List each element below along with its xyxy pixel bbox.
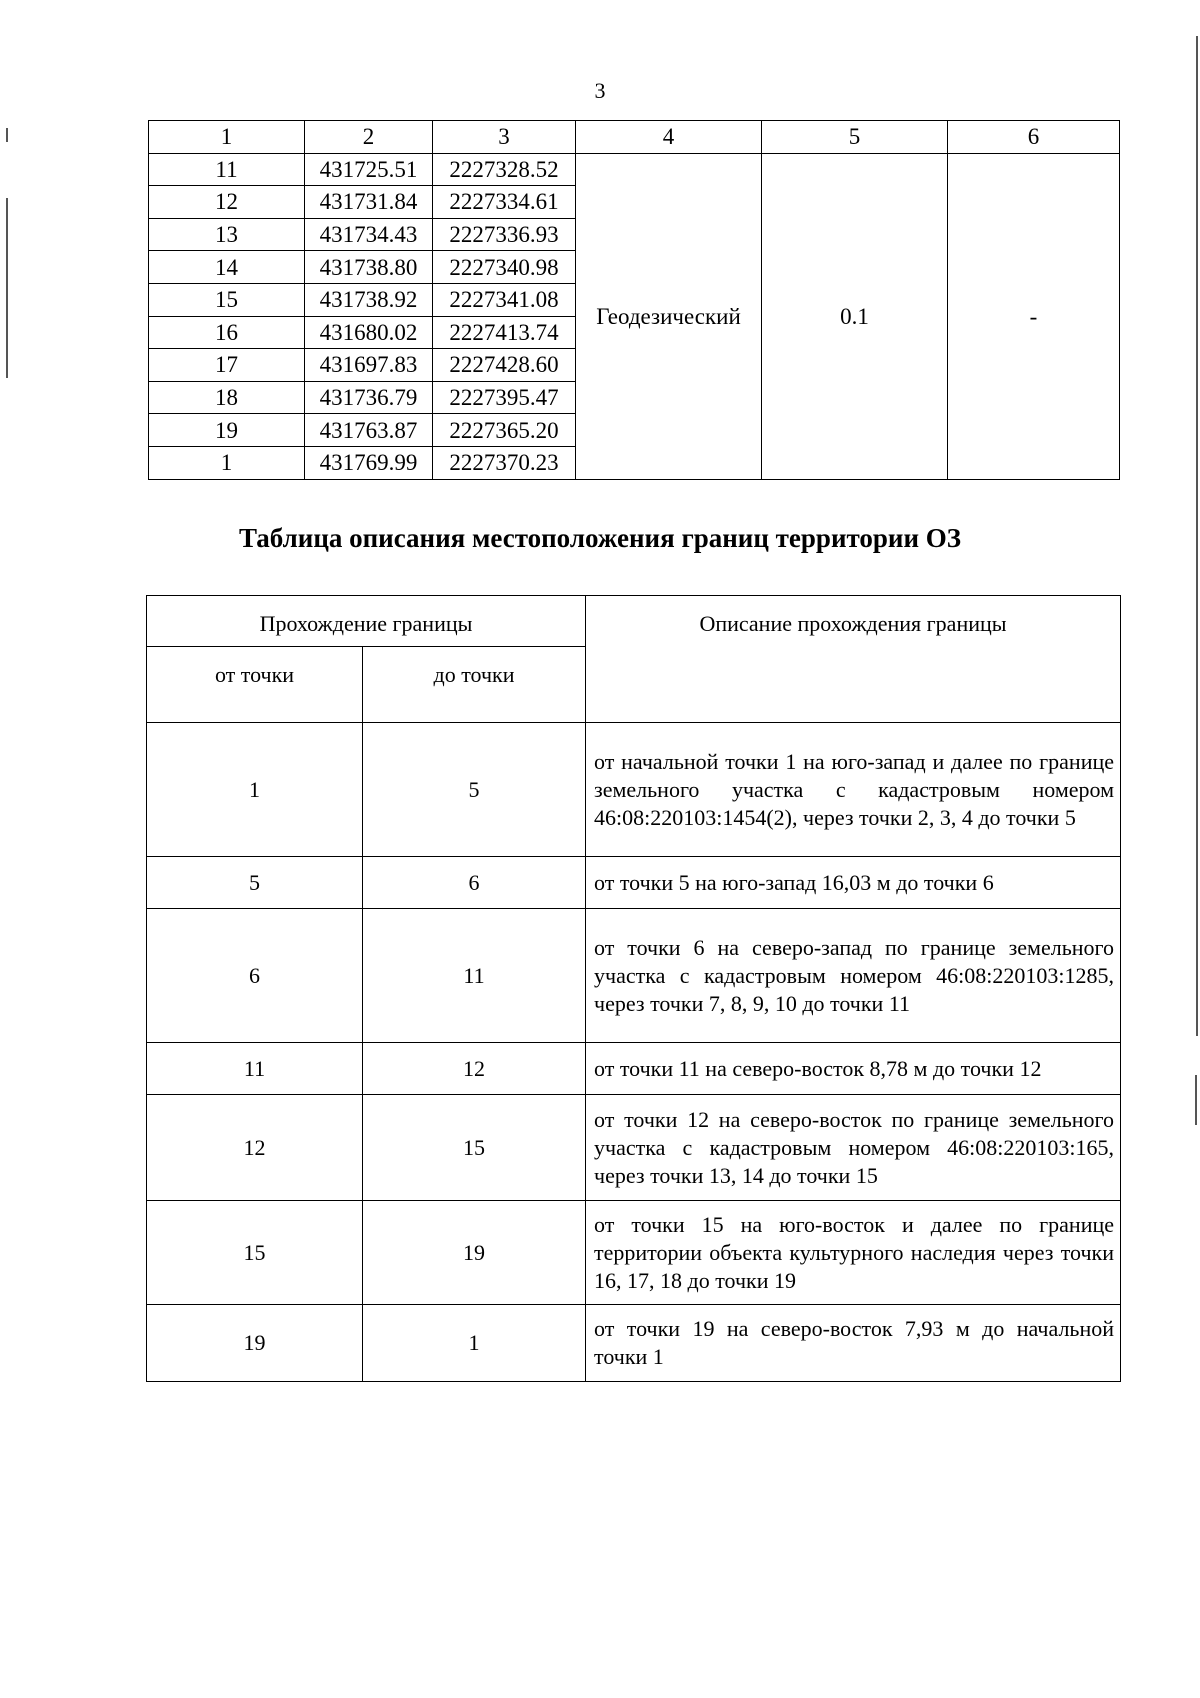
to-point: 12 [363, 1043, 586, 1095]
coordinate-y: 2227341.08 [433, 283, 576, 316]
point-number: 14 [149, 251, 305, 284]
point-number: 16 [149, 316, 305, 349]
column-number-6: 6 [948, 121, 1120, 154]
from-point: 19 [147, 1305, 363, 1382]
coordinate-x: 431736.79 [305, 381, 433, 414]
to-point: 1 [363, 1305, 586, 1382]
boundary-description-table [146, 595, 1121, 1382]
point-number: 17 [149, 349, 305, 382]
coordinate-x: 431738.92 [305, 283, 433, 316]
table-row [147, 909, 1121, 1043]
from-point: 11 [147, 1043, 363, 1095]
table-header-row [149, 121, 1120, 154]
point-number: 1 [149, 446, 305, 479]
to-point: 11 [363, 909, 586, 1043]
scan-edge-mark [1196, 36, 1198, 1036]
point-number: 19 [149, 414, 305, 447]
point-number: 12 [149, 186, 305, 219]
table-row [149, 153, 1120, 186]
page-number: 3 [594, 78, 606, 103]
document-title: Таблица описания местоположения границ территории ОЗ [238, 523, 962, 553]
from-point: 6 [147, 909, 363, 1043]
column-number-2: 2 [305, 121, 433, 154]
coordinate-y: 2227395.47 [433, 381, 576, 414]
coordinate-y: 2227428.60 [433, 349, 576, 382]
coordinate-x: 431731.84 [305, 186, 433, 219]
scan-edge-mark [1195, 1075, 1197, 1125]
method-cell: Геодезический [576, 153, 762, 479]
from-point: 5 [147, 857, 363, 909]
coordinate-x: 431697.83 [305, 349, 433, 382]
column-number-4: 4 [576, 121, 762, 154]
table-row [147, 857, 1121, 909]
header-description: Описание прохождения границы [586, 596, 1121, 723]
boundary-description: от точки 6 на северо-запад по границе земельного участка с кадастровым номером 46:08:220103:1285, через точки 7, 8, 9, 10 до точки 11 [586, 909, 1121, 1043]
table-row [147, 1305, 1121, 1382]
column-number-1: 1 [149, 121, 305, 154]
scan-edge-mark [6, 198, 8, 378]
coordinate-y: 2227413.74 [433, 316, 576, 349]
coordinate-y: 2227334.61 [433, 186, 576, 219]
table-row [147, 1043, 1121, 1095]
table-row [147, 723, 1121, 857]
boundary-description: от точки 5 на юго-запад 16,03 м до точки 6 [586, 857, 1121, 909]
note-cell: - [948, 153, 1120, 479]
coordinate-x: 431725.51 [305, 153, 433, 186]
from-point: 12 [147, 1095, 363, 1201]
coordinate-y: 2227340.98 [433, 251, 576, 284]
column-number-3: 3 [433, 121, 576, 154]
coordinate-x: 431680.02 [305, 316, 433, 349]
coordinate-x: 431763.87 [305, 414, 433, 447]
from-point: 15 [147, 1201, 363, 1305]
coordinates-table [148, 120, 1120, 480]
coordinate-x: 431769.99 [305, 446, 433, 479]
boundary-description: от точки 12 на северо-восток по границе земельного участка с кадастровым номером 46:08:220103:165, через точки 13, 14 до точки 15 [586, 1095, 1121, 1201]
header-to-point: до точки [363, 647, 586, 723]
scan-edge-mark [6, 128, 8, 142]
point-number: 18 [149, 381, 305, 414]
header-from-point: от точки [147, 647, 363, 723]
point-number: 13 [149, 218, 305, 251]
boundary-description: от точки 15 на юго-восток и далее по границе территории объекта культурного наследия через точки 16, 17, 18 до точки 19 [586, 1201, 1121, 1305]
coordinate-y: 2227365.20 [433, 414, 576, 447]
header-boundary-passage: Прохождение границы [147, 596, 586, 647]
coordinate-y: 2227328.52 [433, 153, 576, 186]
coordinate-y: 2227336.93 [433, 218, 576, 251]
from-point: 1 [147, 723, 363, 857]
coordinate-x: 431738.80 [305, 251, 433, 284]
to-point: 19 [363, 1201, 586, 1305]
to-point: 15 [363, 1095, 586, 1201]
column-number-5: 5 [762, 121, 948, 154]
table-row [147, 1095, 1121, 1201]
table-header-row [147, 596, 1121, 647]
boundary-description: от точки 19 на северо-восток 7,93 м до начальной точки 1 [586, 1305, 1121, 1382]
boundary-description: от начальной точки 1 на юго-запад и далее по границе земельного участка с кадастровым номером 46:08:220103:1454(2), через точки 2, 3, 4 до точки 5 [586, 723, 1121, 857]
point-number: 15 [149, 283, 305, 316]
point-number: 11 [149, 153, 305, 186]
table-row [147, 1201, 1121, 1305]
to-point: 6 [363, 857, 586, 909]
coordinate-y: 2227370.23 [433, 446, 576, 479]
to-point: 5 [363, 723, 586, 857]
accuracy-cell: 0.1 [762, 153, 948, 479]
boundary-description: от точки 11 на северо-восток 8,78 м до точки 12 [586, 1043, 1121, 1095]
coordinate-x: 431734.43 [305, 218, 433, 251]
